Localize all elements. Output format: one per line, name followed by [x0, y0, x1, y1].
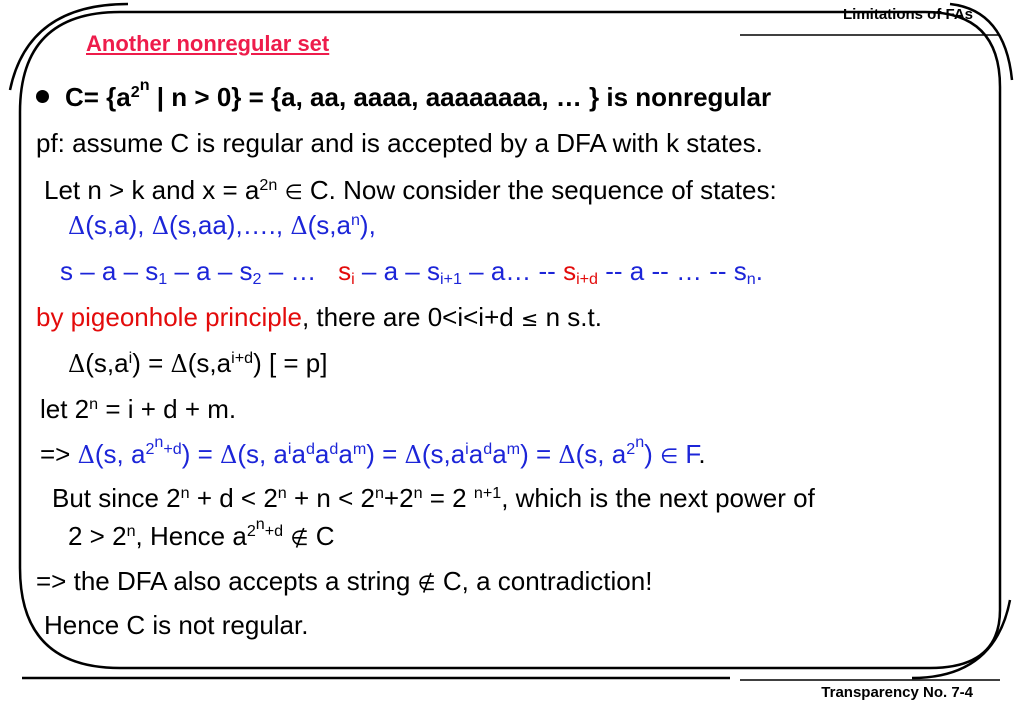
proof-line-1: pf: assume C is regular and is accepted by a DFA with k states. — [36, 128, 763, 158]
bullet-line-claim: $C= \{a^{2n}$ | n > 0} = {a, aa, aaaa, aaaaaaaa, … } is nonregular — [36, 84, 771, 110]
conclusion-line: Hence C is not regular. — [44, 610, 309, 640]
section-header: Limitations of FAs — [842, 6, 973, 23]
let-line: let $2^n = i + d + m$. — [40, 394, 237, 424]
pigeonhole-line: by pigeonhole principle, there are 0<i<i+d ≤ n s.t. — [36, 302, 602, 332]
transparency-number: Transparency No. 7-4 — [821, 684, 973, 701]
bullet-icon — [36, 90, 49, 103]
state-path-line: s – a – $s_1$ – a – $s_2$ – … $s_i$ – a – $s_{i+1}$ – a… -- $s_{i+d}$ -- a -- … -- $s_n$. — [60, 256, 763, 289]
contradiction-line: => the DFA also accepts a string ∉ C, a contradiction! — [36, 566, 653, 596]
proof-line-2: Let n > k and $x = a^{2n}$ ∈ C. Now consider the sequence of states: — [44, 175, 777, 205]
since-line: But since $2^n + d < 2^n + n < 2^n+2^n = 2$ $^{n+1}$, which is the next power of — [52, 483, 815, 513]
hence-not-in-line: $2 > 2^n$, Hence $a^{2n+d}$ ∉ C — [68, 514, 335, 551]
implication-line: => Δ(s, $a^{2n+d}) = \Delta(s$, $a^ia^da^da^m) = \Delta(s,a^ia^da^m) = \Delta(s$, $a^{2n}$) ∈ F. — [40, 432, 706, 469]
slide-title: Another nonregular set — [86, 31, 330, 56]
equal-states-line: $\Delta(s,a^i) = \Delta(s,a^{i+d})$ [ = p] — [68, 348, 328, 378]
state-sequence-line: Δ(s,a), Δ(s,aa),…., $\Delta(s,a^n)$, — [68, 210, 376, 240]
